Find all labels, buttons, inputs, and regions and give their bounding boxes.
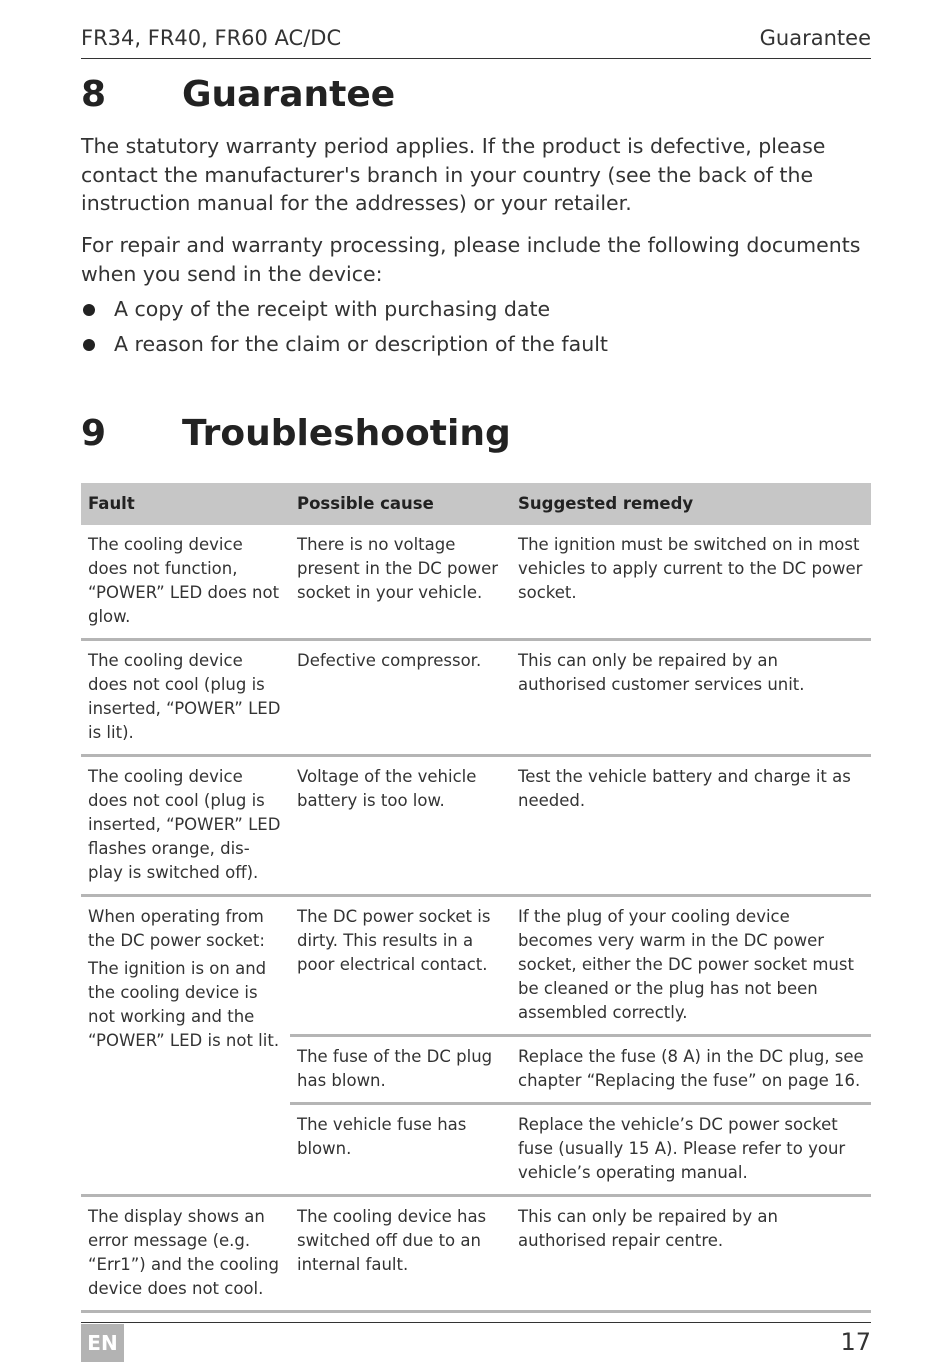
column-header-cause: Possible cause bbox=[290, 483, 511, 525]
cause-cell: The cooling device has switched off due to an internal fault. bbox=[290, 1196, 511, 1312]
column-header-fault: Fault bbox=[81, 483, 290, 525]
troubleshooting-heading-title: Troubleshooting bbox=[182, 413, 511, 454]
header-model: FR34, FR40, FR60 AC/DC bbox=[81, 26, 342, 50]
fault-cell: The cooling device does not function, “POWER” LED does not glow. bbox=[81, 525, 290, 640]
table-row bbox=[81, 896, 871, 1036]
fault-context: When operating from the DC power socket: bbox=[88, 907, 265, 950]
troubleshooting-table bbox=[81, 483, 871, 1313]
cause-cell: Voltage of the vehicle battery is too low. bbox=[290, 756, 511, 896]
language-badge: EN bbox=[81, 1324, 124, 1362]
guarantee-heading-title: Guarantee bbox=[182, 74, 396, 115]
table-row bbox=[81, 640, 871, 756]
fault-cell: The cooling device does not cool (plug is inserted, “POWER” LED flashes orange, dis- play is switched off). bbox=[81, 756, 290, 896]
remedy-cell: If the plug of your cooling device becomes very warm in the DC power socket, either the DC power socket must be cleaned or the plug has not been assembled correctly. bbox=[511, 896, 871, 1036]
guarantee-paragraph-2: For repair and warranty processing, please include the following documents when you send in the device: bbox=[81, 233, 861, 286]
table-row bbox=[81, 525, 871, 640]
remedy-cell: Replace the fuse (8 A) in the DC plug, see chapter “Replacing the fuse” on page 16. bbox=[511, 1036, 871, 1104]
column-header-remedy: Suggested remedy bbox=[511, 483, 871, 525]
guarantee-paragraph-1: The statutory warranty period applies. If the product is defective, please contact the manufacturer's branch in your country (see the back of the instruction manual for the addresses) or your retailer. bbox=[81, 134, 826, 215]
table-row bbox=[81, 756, 871, 896]
cause-cell: The DC power socket is dirty. This results in a poor electrical contact. bbox=[290, 896, 511, 1036]
remedy-cell: Test the vehicle battery and charge it as needed. bbox=[511, 756, 871, 896]
footer-divider bbox=[81, 1322, 871, 1323]
guarantee-heading-number: 8 bbox=[81, 74, 107, 115]
page-number: 17 bbox=[840, 1328, 871, 1356]
remedy-cell: This can only be repaired by an authorised repair centre. bbox=[511, 1196, 871, 1312]
bullet-text: A reason for the claim or description of the fault bbox=[114, 332, 608, 356]
header-section: Guarantee bbox=[759, 26, 871, 50]
fault-description: The ignition is on and the cooling device is not working and the “POWER” LED is not lit. bbox=[88, 959, 280, 1050]
remedy-cell: The ignition must be switched on in most vehicles to apply current to the DC power socket. bbox=[511, 525, 871, 640]
remedy-cell: Replace the vehicle’s DC power socket fuse (usually 15 A). Please refer to your vehicle’s operating manual. bbox=[511, 1104, 871, 1196]
fault-cell bbox=[81, 896, 290, 1196]
cause-cell: The vehicle fuse has blown. bbox=[290, 1104, 511, 1196]
table-header-row bbox=[81, 483, 871, 525]
bullet-icon bbox=[83, 339, 95, 351]
remedy-cell: This can only be repaired by an authorised customer services unit. bbox=[511, 640, 871, 756]
fault-cell: The display shows an error message (e.g. “Err1”) and the cooling device does not cool. bbox=[81, 1196, 290, 1312]
cause-cell: There is no voltage present in the DC power socket in your vehicle. bbox=[290, 525, 511, 640]
page-header bbox=[81, 22, 871, 59]
table-row bbox=[81, 1196, 871, 1312]
troubleshooting-heading-number: 9 bbox=[81, 413, 107, 454]
cause-cell: Defective compressor. bbox=[290, 640, 511, 756]
fault-cell: The cooling device does not cool (plug is inserted, “POWER” LED is lit). bbox=[81, 640, 290, 756]
bullet-text: A copy of the receipt with purchasing date bbox=[114, 297, 551, 321]
bullet-icon bbox=[83, 304, 95, 316]
cause-cell: The fuse of the DC plug has blown. bbox=[290, 1036, 511, 1104]
